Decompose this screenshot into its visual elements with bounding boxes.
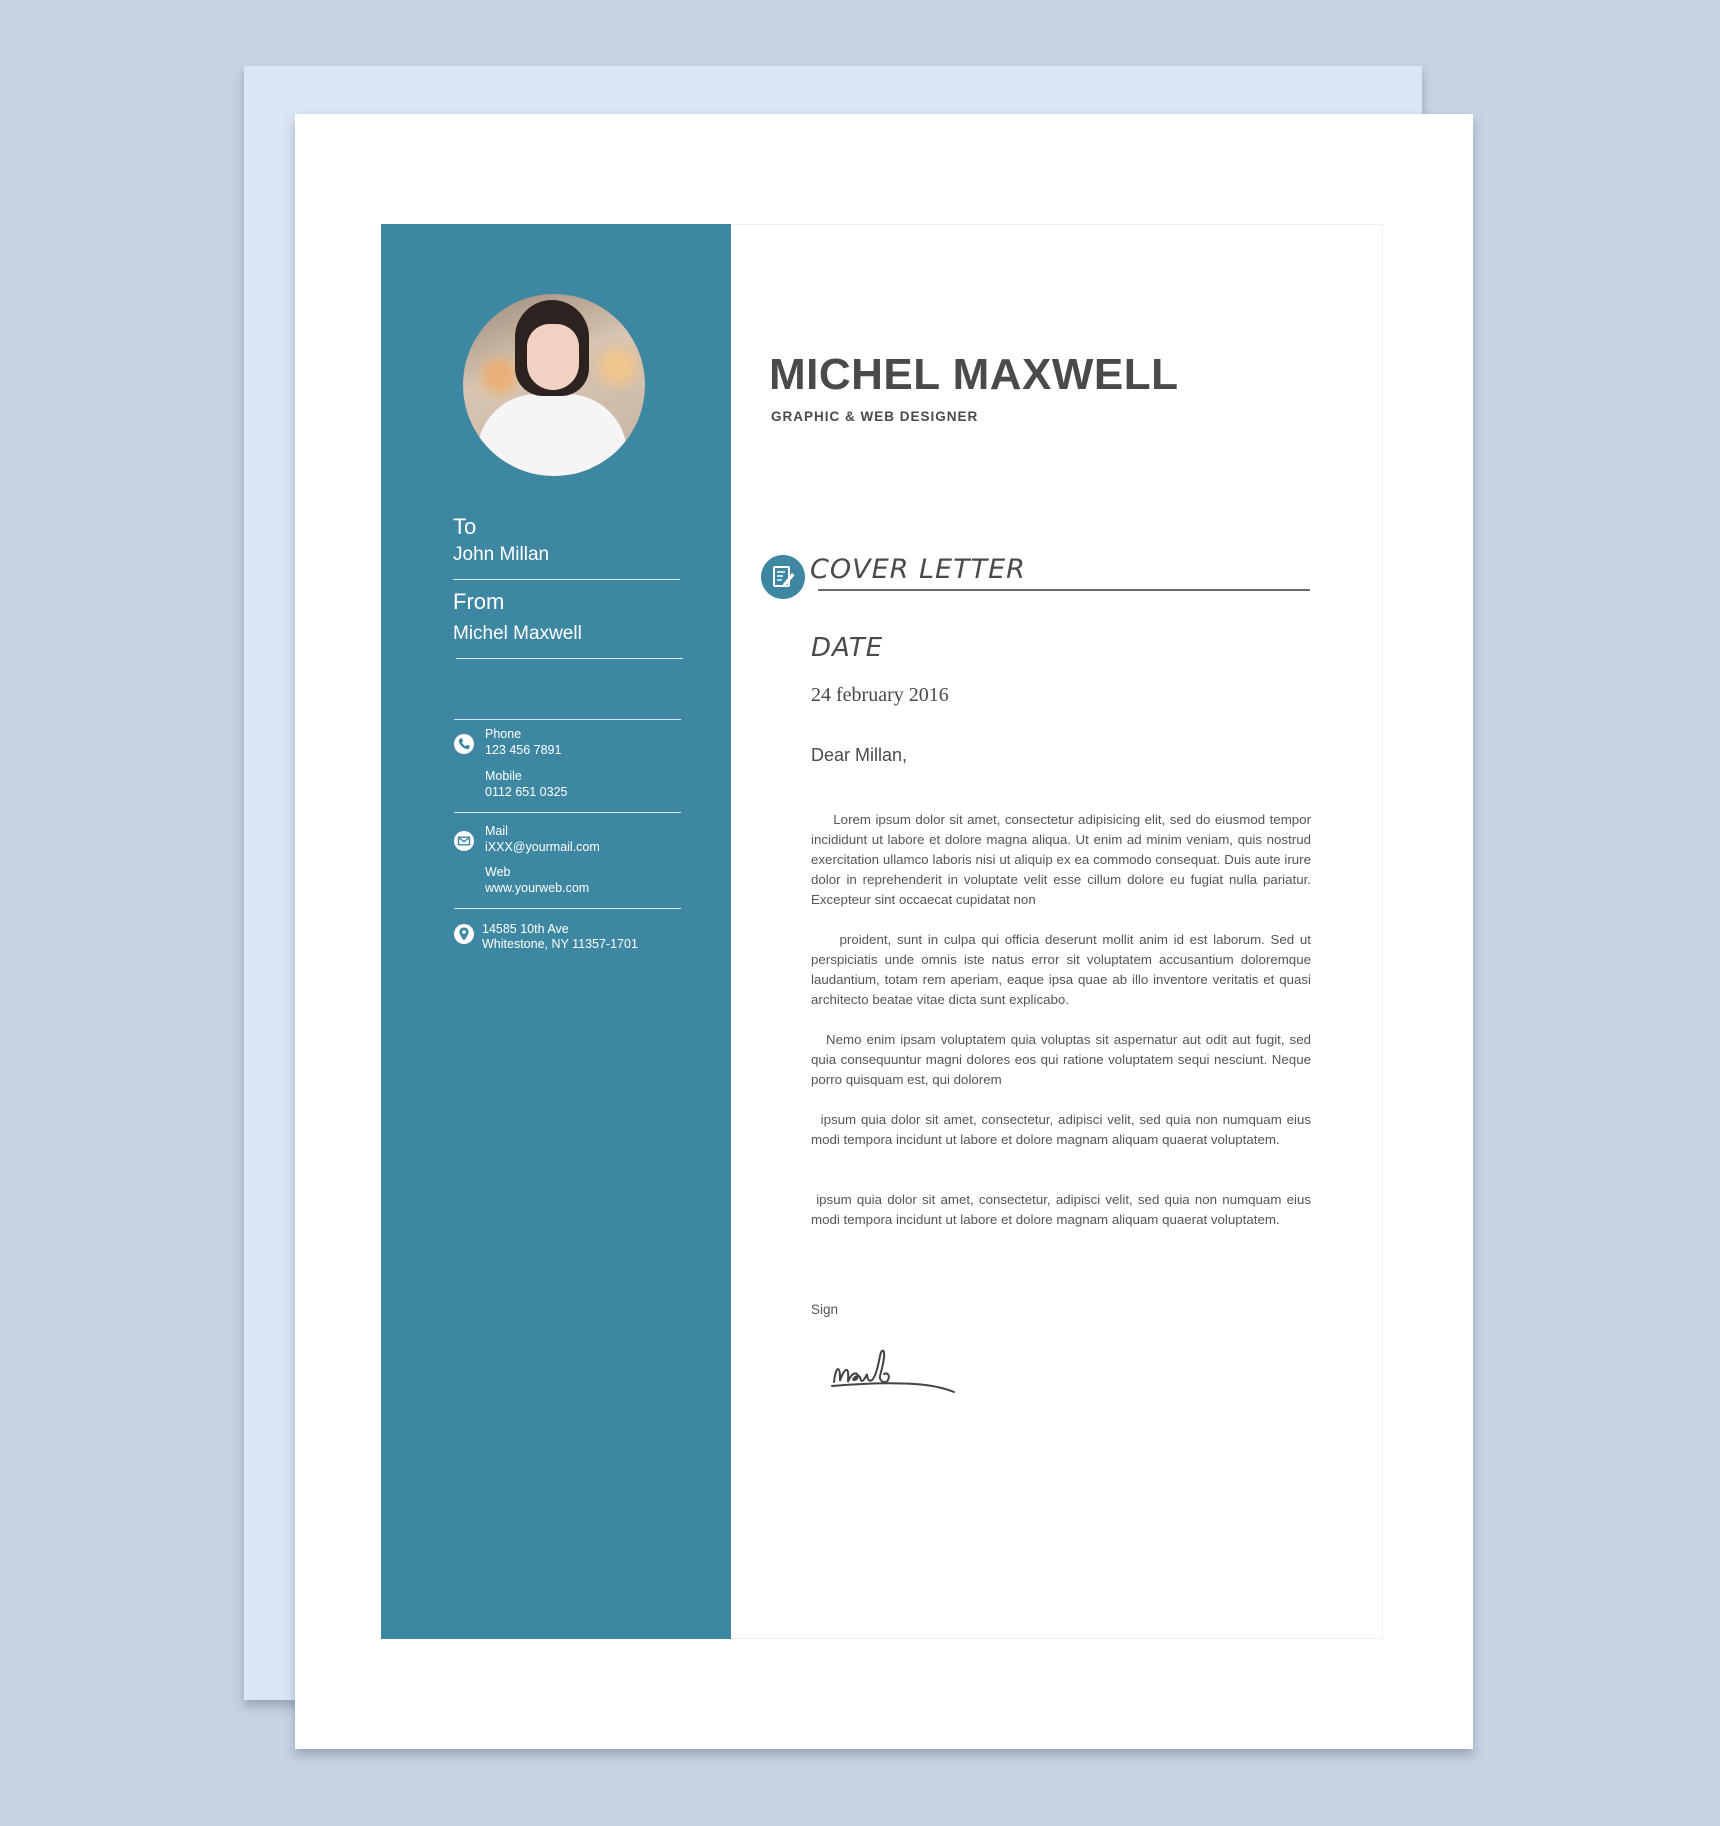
letter-paragraph: ipsum quia dolor sit amet, consectetur, adipisci velit, sed quia non numquam eius modi tempora incidunt ut labore et dolore magnam aliquam quaerat voluptatem. — [811, 1112, 1311, 1147]
title-underline — [818, 589, 1310, 591]
divider — [453, 579, 680, 580]
from-label: From — [453, 589, 505, 614]
letter-paragraph: proident, sunt in culpa qui officia deserunt mollit anim id est laborum. Sed ut perspiciatis unde omnis iste natus error sit voluptatem accusantium doloremque laudantium, totam rem aperiam, eaque ipsa quae ab illo inventore veritatis et quasi architecto beatae vitae dicta sunt explicabo. — [811, 932, 1311, 1007]
phone-value: 123 456 7891 — [485, 743, 562, 757]
sign-label: Sign — [811, 1302, 839, 1317]
handwritten-signature — [826, 1336, 966, 1406]
mobile-value: 0112 651 0325 — [485, 785, 568, 799]
mail-icon — [453, 830, 475, 852]
mail-value: iXXX@yourmail.com — [485, 840, 600, 854]
cover-letter-title: COVER LETTER — [810, 554, 1026, 585]
letter-paragraph: Nemo enim ipsam voluptatem quia voluptas sit aspernatur aut odit aut fugit, sed quia consequuntur magni dolores eos qui ratione voluptatem sequi nesciunt. Neque porro quisquam est, qui dolorem — [811, 1032, 1311, 1087]
address-line2: Whitestone, NY 11357-1701 — [482, 937, 638, 951]
letter-paragraph: Lorem ipsum dolor sit amet, consectetur adipisicing elit, sed do eiusmod tempor incididunt ut labore et dolore magna aliqua. Ut enim ad minim veniam, quis nostrud exercitation ullamco laboris nisi ut aliquip ex ea commodo consequat. Duis aute irure dolor in reprehenderit in voluptate velit esse cillum dolore eu fugiat nulla pariatur. Excepteur sint occaecat cupidatat non — [811, 812, 1311, 907]
web-value: www.yourweb.com — [485, 881, 590, 895]
to-name: John Millan — [453, 544, 550, 565]
profile-photo — [463, 294, 645, 476]
from-name: Michel Maxwell — [453, 623, 582, 644]
candidate-role: GRAPHIC & WEB DESIGNER — [771, 409, 979, 424]
to-label: To — [453, 514, 477, 539]
greeting: Dear Millan, — [811, 745, 908, 765]
divider — [454, 812, 681, 813]
mail-label: Mail — [485, 824, 508, 838]
address-line1: 14585 10th Ave — [482, 922, 569, 936]
phone-label: Phone — [485, 727, 522, 741]
location-icon — [453, 923, 475, 945]
divider — [454, 719, 681, 720]
divider — [456, 658, 683, 659]
candidate-name: MICHEL MAXWELL — [769, 350, 1179, 399]
edit-document-icon — [761, 555, 805, 599]
letter-paragraph: ipsum quia dolor sit amet, consectetur, adipisci velit, sed quia non numquam eius modi tempora incidunt ut labore et dolore magnam aliquam quaerat voluptatem. — [811, 1192, 1311, 1227]
phone-icon — [453, 733, 475, 755]
mobile-label: Mobile — [485, 769, 522, 783]
divider — [454, 908, 681, 909]
date-value: 24 february 2016 — [811, 684, 949, 706]
web-label: Web — [485, 865, 511, 879]
date-label: DATE — [811, 633, 884, 663]
sidebar — [381, 224, 731, 1639]
